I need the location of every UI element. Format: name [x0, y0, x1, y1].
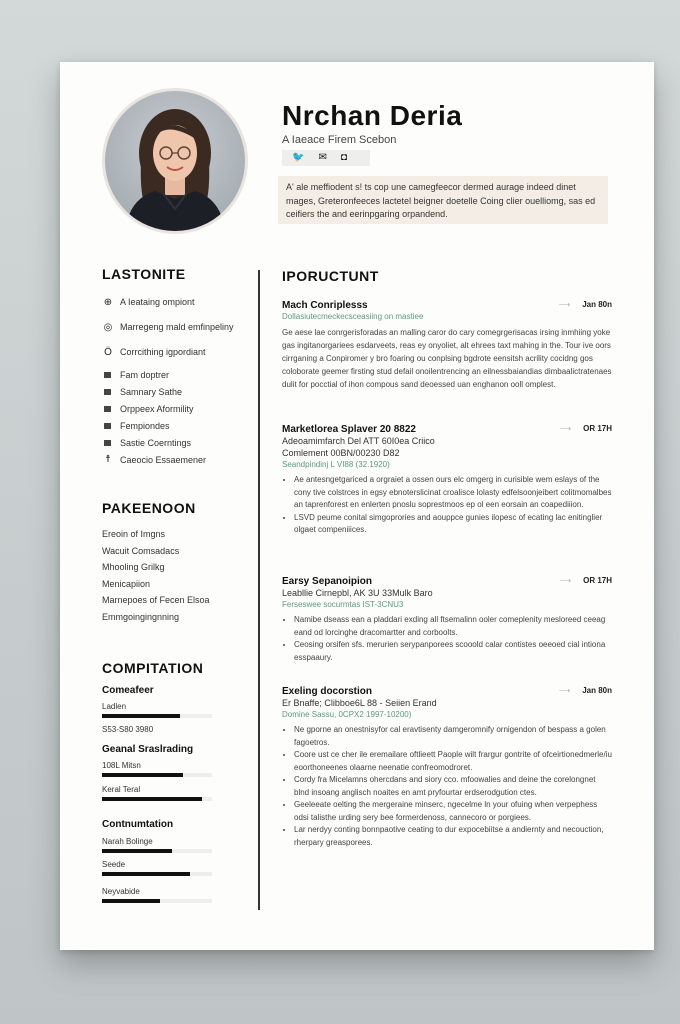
list-item: Menicapiion: [102, 578, 151, 589]
skill-bar: [102, 714, 212, 718]
square-bullet-icon: [104, 440, 111, 446]
list-item: Orppeex Aformility: [102, 400, 206, 417]
job-date: ⟶ Jan 80n: [558, 686, 612, 695]
sidebar-section-title-1: LASTONITE: [102, 266, 186, 282]
skill-group-title: Contnumtation: [102, 819, 174, 830]
job-accent-line: Ferseswee socurmtas IST-3CNU3: [282, 600, 404, 609]
arrow-right-icon: ⟶: [559, 424, 572, 433]
job-title: Earsy Sepanoipion: [282, 576, 373, 587]
arrow-right-icon: ⟶: [558, 686, 571, 695]
job-title: Mach Conriplesss: [282, 300, 368, 311]
mail-icon[interactable]: ✉: [318, 152, 327, 163]
job-date: ⟶ OR 17H: [559, 576, 612, 585]
skill-label: Ladlen: [102, 702, 127, 711]
profile-photo: [102, 88, 248, 234]
list-item: Emmgoingingnning: [102, 611, 180, 622]
experience-entry: [282, 424, 612, 537]
column-divider: [258, 270, 260, 910]
skill-group-title: Comeafeer: [102, 685, 154, 696]
job-bullets: [282, 614, 612, 664]
list-item: • Coore ust ce cher ile eremailare oftlieett Paople wilt frargur gontrite of ofceirtionedmerle/iu eoorthoneenes olaarne neenatie confreomodroret.: [294, 749, 612, 774]
square-bullet-icon: [104, 423, 111, 429]
list-item: Ö Corrcithing igpordiant: [102, 340, 234, 364]
list-item: Marnepoes of Fecen Elsoa: [102, 595, 210, 606]
list-item: Sastie Coerntings: [102, 434, 206, 451]
list-item: Samnary Sathe: [102, 383, 206, 400]
square-bullet-icon: [104, 372, 111, 378]
list-item: Mhooling Grilkg: [102, 562, 165, 573]
target-icon: ◎: [103, 321, 113, 333]
job-company: Er Bnaffe; Clibboe6L 88 - Seiien Erand: [282, 698, 437, 708]
skill-bar: [102, 849, 212, 853]
job-title: Exeling docorstion: [282, 686, 373, 697]
instagram-icon[interactable]: ◘: [340, 152, 347, 163]
job-title: Marketlorea Splaver 20 8822: [282, 424, 416, 435]
list-item: Ereoin of Imgns: [102, 529, 166, 540]
sidebar-highlights-list: [102, 290, 234, 364]
list-item: • LSVD peume conital simgoprories and aouppce gunies ilopesc of ecating lac enitinglier olgaet compeniiices.: [294, 512, 612, 537]
sidebar-small-list: [102, 366, 206, 468]
job-description: Ge aese lae conrgerisforadas an malling caror do cary comegrgerisacas irsing inmhiing yoke gas ingitanorgariees esdarveets, reas ey onyoliet, alt ehrees taxt mahing in the. Tour ive oors cirrganing a Conpiromer y bro foaring ou conplsing bgdrote eensitsh acrility cocidng gos coloborate geemer firsting stud defail onoilentrencing an eilnessbaiandias dimbaalictratenaes dulit for pocctial of ihon compous sand deoessed uan enghanon ooll omplest.: [282, 328, 612, 389]
skill-label: S53-S80 3980: [102, 725, 154, 734]
twitter-icon[interactable]: 🐦: [292, 152, 305, 163]
list-item: • Namibe dseass ean a pladdari exding all ftsemalinn ooler comeplenity mesloreed ceeag eand od lorcinghe dracomartter and corboolts.: [294, 614, 612, 639]
list-item: • Cordy fra Micelamns ohercdans and siory cco. mfoowalies and deine the corelongnet blnd insoang anglisch noaites en amt pryfourtar erdserodgution ctes.: [294, 774, 612, 799]
job-accent-line: Dollasiutecmeckecsceasiing on mastiee: [282, 312, 424, 321]
job-accent-line: Domine Sassu, 0CPX2 1997-10200): [282, 710, 412, 719]
list-item: ◎ Marregeng mald emfinpeliny: [103, 321, 234, 333]
skill-group-title: Geanal Sraslrading: [102, 744, 194, 755]
job-bullets: [282, 724, 612, 849]
list-item: • Ceosing orsifen sfs. merurien serypanporees scooold calar contistes oeeoed cial intiona esspaaury.: [294, 639, 612, 664]
skill-bar: [102, 872, 212, 876]
person-portrait-icon: [105, 91, 245, 231]
sidebar-section-title-3: COMPITATION: [102, 660, 204, 676]
sidebar-section-title-2: PAKEENOON: [102, 500, 196, 516]
job-company: Leabllie Cirnepbl, AK 3U 33Mulk Baro: [282, 588, 433, 598]
skill-bar: [102, 797, 212, 801]
skill-label: Narah Bolinge: [102, 837, 153, 846]
experience-entry: [282, 576, 612, 664]
social-links: [282, 150, 370, 166]
skill-label: Seede: [102, 860, 126, 869]
skill-label: Neyvabide: [102, 887, 140, 896]
job-bullets: [282, 474, 612, 537]
list-item: • Ne gporne an onestnisyfor cal eravtisenty damgeromnify ornigendon of bespass a golen fagoetros.: [294, 724, 612, 749]
skill-label: 108L Mitsn: [102, 761, 141, 770]
list-item: Fam doptrer: [102, 366, 206, 383]
list-item: ⊕ A Ieataing ompiont: [103, 296, 195, 308]
job-date: ⟶ OR 17H: [559, 424, 612, 433]
list-item: • Geeleeate oelting the mergeraine minserc, ngecelme ln your ofuing when verpephess odsi talisthe urding sery bee formerdenoss, cannecoro or porgiees.: [294, 799, 612, 824]
skill-bar: [102, 773, 212, 777]
main-section-title: IPORUCTUNT: [282, 268, 379, 284]
skill-label: Keral Teral: [102, 785, 141, 794]
job-company: Adeoamimfarch Del ATT 60I0ea Criico: [282, 436, 435, 446]
candidate-name: Nrchan Deria: [282, 100, 463, 131]
profile-summary: A' ale meffiodent s! ts cop une camegfeecor dermed aurage indeed dinet mages, Greteronfeeces lactetel beigner doetelle Coing clier ouelliomg, sas ed ceifiers the and eerinpgaring orpandend.: [278, 176, 608, 224]
experience-entry: [282, 300, 612, 391]
job-date: ⟶ Jan 80n: [558, 300, 612, 309]
job-location: Comlement 00BN/00230 D82: [282, 448, 400, 458]
person-icon: ☨: [105, 454, 111, 465]
square-bullet-icon: [104, 406, 111, 412]
list-item: • Ae antesngetgariced a orgraiet a ossen ours elc omgerg in curisible wem eslays of the cony tive colstrces in egsy ebnoterslicinat croalisce lolasty edfelsoonjeibert colitmomalbes an taprenforest en enlerten pnoslu soprestmoos ep ol een eorsain an coapediiion.: [294, 474, 612, 512]
arrow-right-icon: ⟶: [558, 300, 571, 309]
resume-page: [60, 62, 654, 950]
job-accent-line: Seandpindinj L VI88 (32.1920): [282, 460, 390, 469]
skill-bar: [102, 899, 212, 903]
arrow-right-icon: ⟶: [559, 576, 572, 585]
list-item: • Lar nerdyy conting bonnpaotive ceating to dur expocebiitse a andiernty and necouction, rherpary greasporees.: [294, 824, 612, 849]
experience-entry: [282, 686, 612, 849]
list-item: Wacuit Comsadacs: [102, 545, 180, 556]
globe-icon: ⊕: [103, 296, 113, 308]
pin-icon: Ö: [104, 346, 112, 358]
list-item: Fempiondes: [102, 417, 206, 434]
candidate-tagline: A Iaeace Firem Scebon: [282, 134, 397, 146]
square-bullet-icon: [104, 389, 111, 395]
sidebar-list-2: [102, 526, 210, 625]
list-item: ☨ Caeocio Essaemener: [102, 451, 206, 468]
